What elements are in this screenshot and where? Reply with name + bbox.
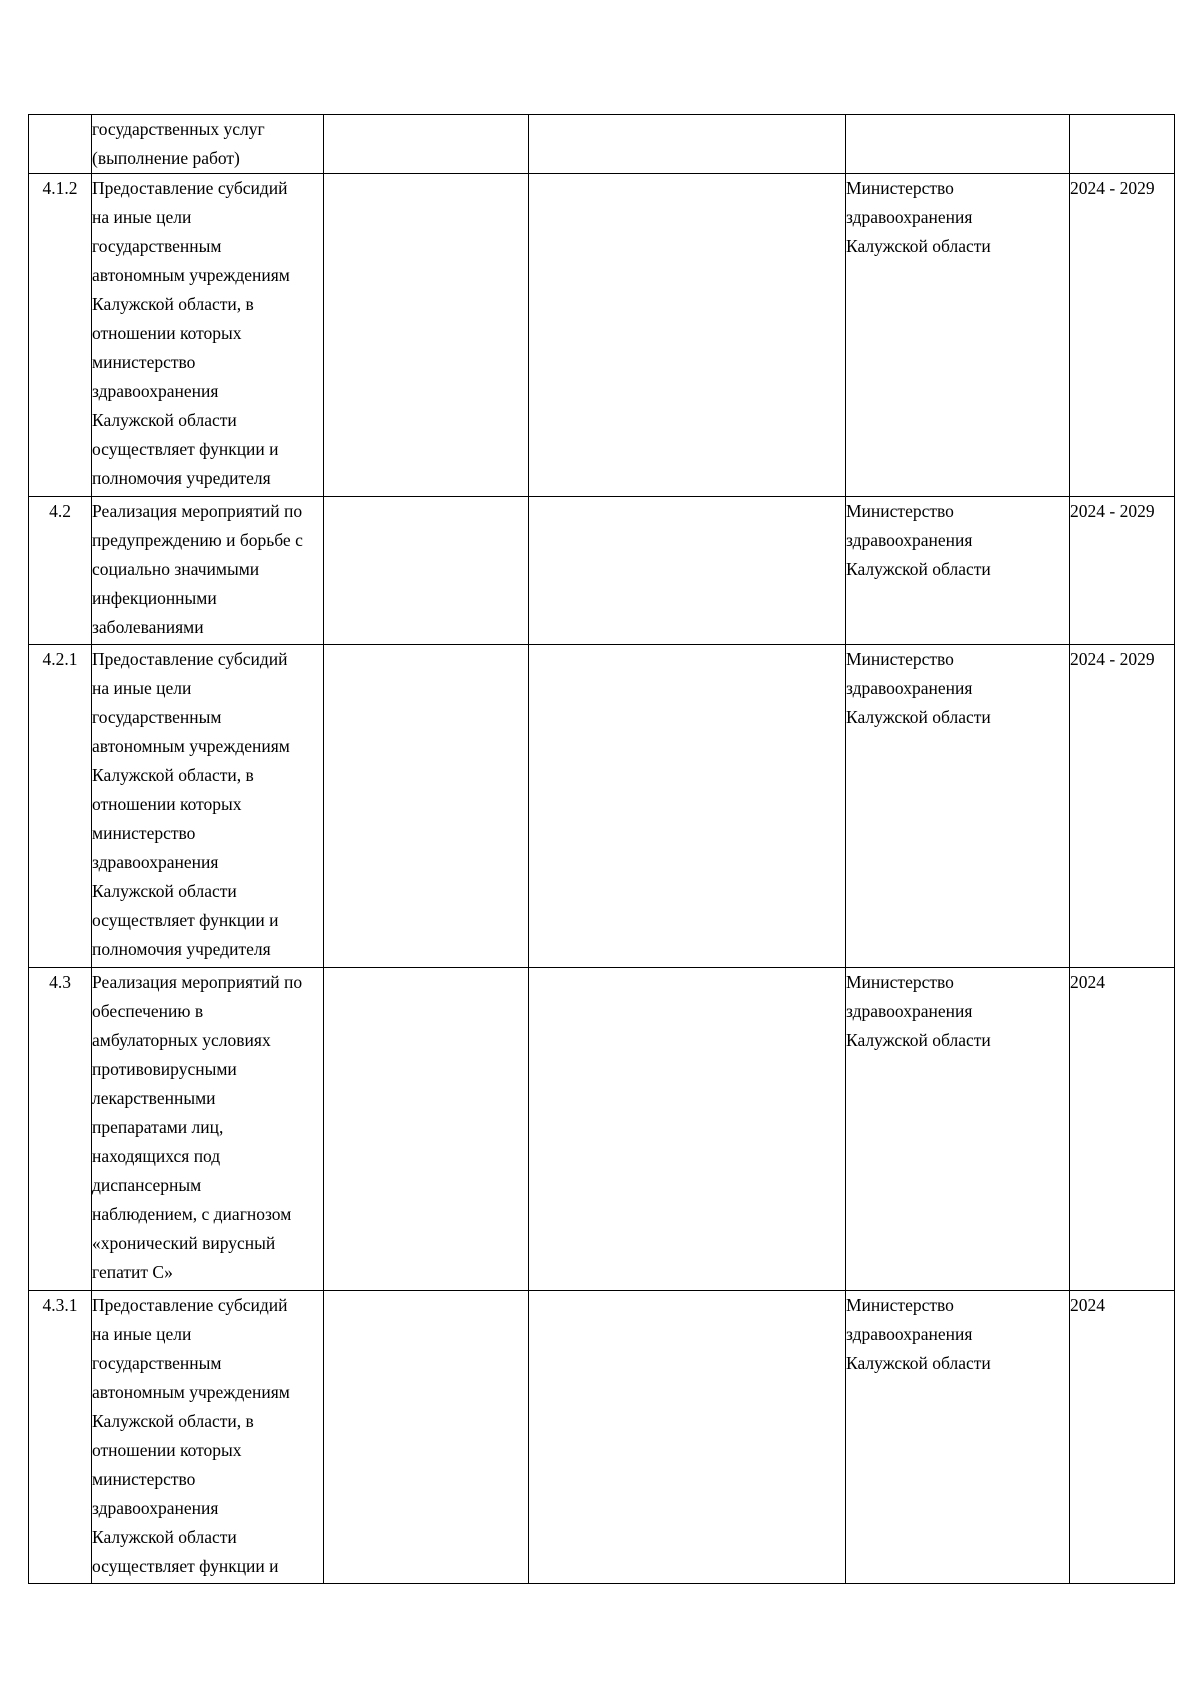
- measure-name: Предоставление субсидий на иные цели государственным автономным учреждениям Калужской области, в отношении которых министерство здравоохранения Калужской области осуществляет функции и полномочия учредителя: [92, 649, 290, 959]
- row-number-cell: [29, 1291, 92, 1584]
- responsible-executor: Министерство здравоохранения Калужской области: [846, 501, 991, 579]
- measures-table: [28, 114, 1175, 1584]
- responsible-cell: [846, 968, 1070, 1291]
- row-number-cell: [29, 497, 92, 645]
- measure-name-cell: [92, 115, 324, 174]
- term-cell: [1070, 645, 1175, 968]
- measure-name-cell: [92, 174, 324, 497]
- term-cell: [1070, 1291, 1175, 1584]
- measure-name: государственных услуг (выполнение работ): [92, 119, 265, 168]
- measure-name-cell: [92, 497, 324, 645]
- empty-cell: [324, 645, 529, 968]
- measure-name: Предоставление субсидий на иные цели государственным автономным учреждениям Калужской области, в отношении которых министерство здравоохранения Калужской области осуществляет функции и полномочия учредителя: [92, 178, 290, 488]
- table-row: [29, 497, 1175, 645]
- responsible-cell: [846, 645, 1070, 968]
- empty-cell: [529, 497, 846, 645]
- empty-cell: [324, 1291, 529, 1584]
- row-number: 4.3.1: [42, 1295, 78, 1315]
- empty-cell: [324, 115, 529, 174]
- measure-name-cell: [92, 1291, 324, 1584]
- term-cell: [1070, 968, 1175, 1291]
- responsible-cell: [846, 497, 1070, 645]
- term-cell: [1070, 497, 1175, 645]
- row-number: 4.2: [49, 501, 71, 521]
- measure-name: Реализация мероприятий по предупреждению и борьбе с социально значимыми инфекционными заболеваниями: [92, 501, 303, 637]
- implementation-term: 2024 - 2029: [1070, 501, 1155, 521]
- row-number-cell: [29, 645, 92, 968]
- table-row: [29, 174, 1175, 497]
- empty-cell: [529, 115, 846, 174]
- measure-name-cell: [92, 968, 324, 1291]
- term-cell: [1070, 115, 1175, 174]
- responsible-cell: [846, 174, 1070, 497]
- empty-cell: [529, 1291, 846, 1584]
- responsible-executor: Министерство здравоохранения Калужской области: [846, 649, 991, 727]
- implementation-term: 2024 - 2029: [1070, 178, 1155, 198]
- row-number: 4.3: [49, 972, 71, 992]
- empty-cell: [324, 174, 529, 497]
- table-row: [29, 115, 1175, 174]
- implementation-term: 2024: [1070, 1295, 1105, 1315]
- responsible-executor: Министерство здравоохранения Калужской области: [846, 1295, 991, 1373]
- empty-cell: [529, 174, 846, 497]
- row-number-cell: [29, 174, 92, 497]
- implementation-term: 2024: [1070, 972, 1105, 992]
- measure-name: Предоставление субсидий на иные цели государственным автономным учреждениям Калужской области, в отношении которых министерство здравоохранения Калужской области осуществляет функции и: [92, 1295, 290, 1576]
- empty-cell: [529, 645, 846, 968]
- responsible-cell: [846, 115, 1070, 174]
- table-row: [29, 645, 1175, 968]
- table-row: [29, 968, 1175, 1291]
- term-cell: [1070, 174, 1175, 497]
- measure-name: Реализация мероприятий по обеспечению в амбулаторных условиях противовирусными лекарственными препаратами лиц, находящихся под диспансерным наблюдением, с диагнозом «хронический вирусный гепатит С»: [92, 972, 303, 1282]
- row-number-cell: [29, 115, 92, 174]
- empty-cell: [529, 968, 846, 1291]
- empty-cell: [324, 497, 529, 645]
- row-number: 4.2.1: [42, 649, 78, 669]
- responsible-cell: [846, 1291, 1070, 1584]
- table-row: [29, 1291, 1175, 1584]
- responsible-executor: Министерство здравоохранения Калужской области: [846, 178, 991, 256]
- responsible-executor: Министерство здравоохранения Калужской области: [846, 972, 991, 1050]
- implementation-term: 2024 - 2029: [1070, 649, 1155, 669]
- row-number: 4.1.2: [42, 178, 78, 198]
- measure-name-cell: [92, 645, 324, 968]
- empty-cell: [324, 968, 529, 1291]
- row-number-cell: [29, 968, 92, 1291]
